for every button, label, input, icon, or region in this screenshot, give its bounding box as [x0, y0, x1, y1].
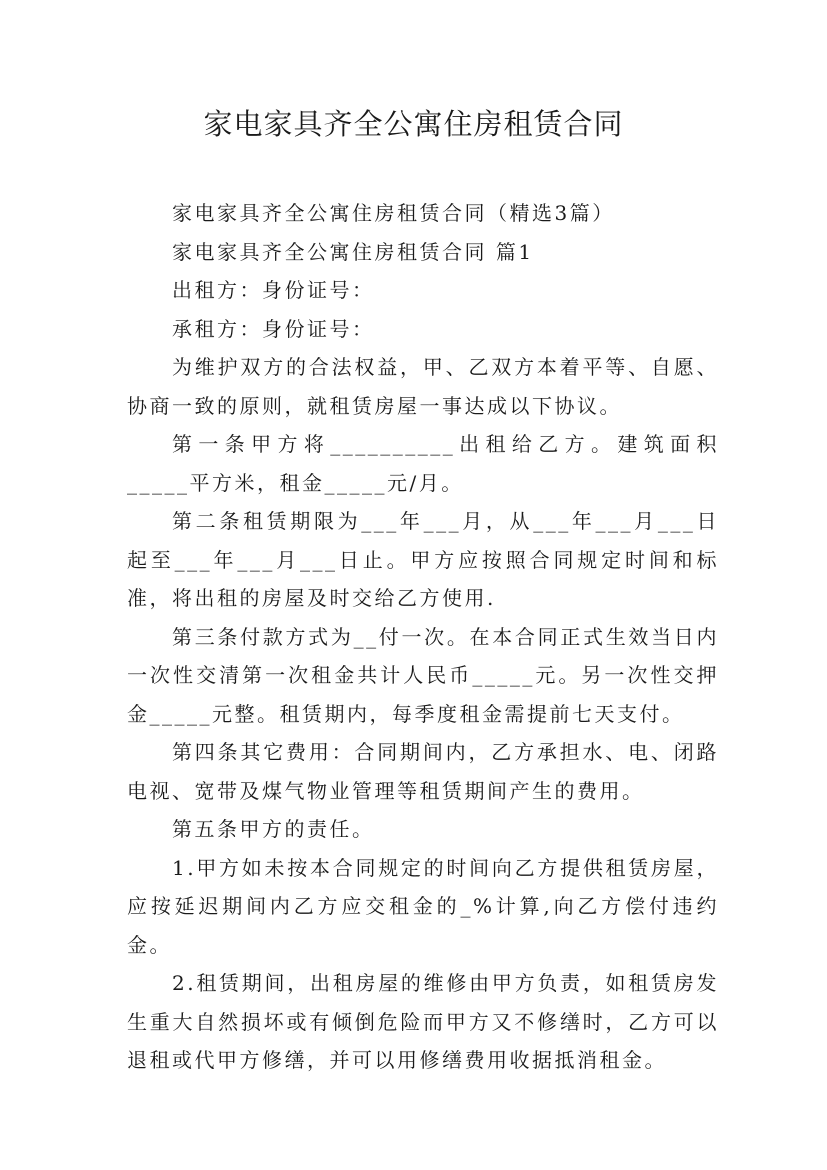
- paragraph-article-2: 第二条租赁期限为___年___月，从___年___月___日起至___年___月___日止。甲方应按照合同规定时间和标准，将出租的房屋及时交给乙方使用.: [127, 509, 719, 610]
- document-body: [127, 194, 719, 1080]
- paragraph-subtitle: 家电家具齐全公寓住房租赁合同（精选3篇）: [172, 201, 615, 225]
- paragraph-article-1: 第一条甲方将__________出租给乙方。建筑面积_____平方米，租金_____元/月。: [127, 432, 719, 495]
- paragraph-article-4: 第四条其它费用：合同期间内，乙方承担水、电、闭路电视、宽带及煤气物业管理等租赁期间产生的费用。: [127, 740, 719, 803]
- paragraph-clause-2: 2.租赁期间，出租房屋的维修由甲方负责，如租赁房发生重大自然损坏或有倾倒危险而甲方又不修缮时，乙方可以退租或代甲方修缮，并可以用修缮费用收据抵消租金。: [127, 971, 719, 1072]
- paragraph-article-5: 第五条甲方的责任。: [172, 817, 375, 841]
- paragraph-section-heading: 家电家具齐全公寓住房租赁合同 篇1: [172, 239, 534, 264]
- paragraph-lessee: 承租方：身份证号：: [172, 316, 375, 341]
- paragraph-article-3: 第三条付款方式为__付一次。在本合同正式生效当日内一次性交清第一次租金共计人民币_____元。另一次性交押金_____元整。租赁期内，每季度租金需提前七天支付。: [127, 624, 719, 726]
- document-title: 家电家具齐全公寓住房租赁合同: [203, 107, 624, 141]
- paragraph-lessor: 出租方：身份证号：: [172, 278, 375, 302]
- paragraph-clause-1: 1.甲方如未按本合同规定的时间向乙方提供租赁房屋，应按延迟期间内乙方应交租金的_%计算,向乙方偿付违约金。: [127, 855, 719, 957]
- paragraph-preamble: 为维护双方的合法权益，甲、乙双方本着平等、自愿、协商一致的原则，就租赁房屋一事达成以下协议。: [127, 355, 719, 418]
